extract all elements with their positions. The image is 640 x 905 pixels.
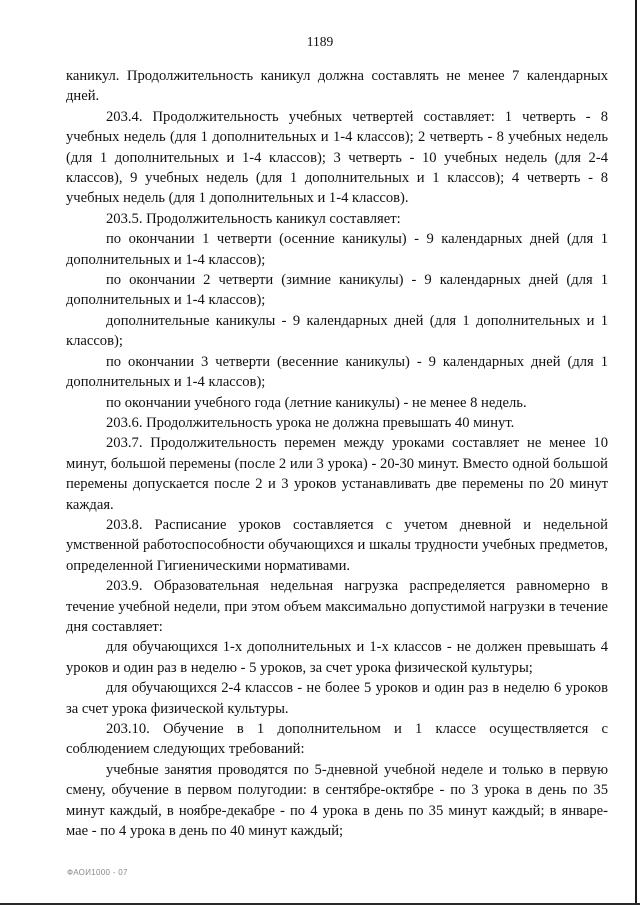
footer-code: ФАОИ1000 - 07 xyxy=(67,868,128,877)
paragraph: по окончании 3 четверти (весенние каникулы) - 9 календарных дней (для 1 дополнительных и 1-4 классов); xyxy=(66,353,608,391)
paragraph: для обучающихся 1-х дополнительных и 1-х классов - не должен превышать 4 уроков и один раз в неделю - 5 уроков, за счет урока физической культуры; xyxy=(66,639,608,676)
paragraph: 203.7. Продолжительность перемен между уроками составляет не менее 10 минут, большой перемены (после 2 или 3 урока) - 20-30 минут. Вместо одной большой перемены допускается после 2 и 3 уроков устанавливать две перемены по 20 минут каждая. xyxy=(66,435,608,513)
paragraph: 203.4. Продолжительность учебных четвертей составляет: 1 четверть - 8 учебных недель (для 1 дополнительных и 1-4 классов); 2 четверть - 8 учебных недель (для 1 дополнительных и 1-4 классов); 3 четверть - 10 учебных недель (для 2-4 классов), 9 учебных недель (для 1 дополнительных и 1 классов); 4 четверть - 8 учебных недель (для 1 дополнительных и 1-4 классов). xyxy=(66,108,608,207)
paragraph: по окончании учебного года (летние каникулы) - не менее 8 недель. xyxy=(106,394,527,411)
paragraph: по окончании 2 четверти (зимние каникулы) - 9 календарных дней (для 1 дополнительных и 1-4 классов); xyxy=(66,272,608,309)
paragraph: 203.9. Образовательная недельная нагрузка распределяется равномерно в течение учебной недели, при этом объем максимально допустимой нагрузки в течение дня составляет: xyxy=(66,578,608,635)
page-number: 1189 xyxy=(306,34,334,49)
document-body xyxy=(66,66,608,841)
paragraph: 203.10. Обучение в 1 дополнительном и 1 классе осуществляется с соблюдением следующих требований: xyxy=(66,721,608,758)
paragraph: для обучающихся 2-4 классов - не более 5 уроков и один раз в неделю 6 уроков за счет урока физической культуры. xyxy=(66,680,608,717)
paragraph: 203.6. Продолжительность урока не должна превышать 40 минут. xyxy=(106,414,515,431)
scan-edge-right xyxy=(635,0,637,905)
paragraph: 203.5. Продолжительность каникул составляет: xyxy=(106,210,401,227)
paragraph: по окончании 1 четверти (осенние каникулы) - 9 календарных дней (для 1 дополнительных и 1-4 классов); xyxy=(66,231,608,268)
paragraph: дополнительные каникулы - 9 календарных дней (для 1 дополнительных и 1 классов); xyxy=(66,312,608,350)
paragraph: каникул. Продолжительность каникул должна составлять не менее 7 календарных дней. xyxy=(66,68,608,105)
paragraph: 203.8. Расписание уроков составляется с учетом дневной и недельной умственной работоспособности обучающихся и шкалы трудности учебных предметов, определенной Гигиеническими нормативами. xyxy=(66,516,608,574)
paragraph: учебные занятия проводятся по 5-дневной учебной неделе и только в первую смену, обучение в первом полугодии: в сентябре-октябре - по 3 урока в день по 35 минут каждый, в ноябре-декабре - по 4 урока в день по 35 минут каждый; в январе-мае - по 4 урока в день по 40 минут каждый; xyxy=(66,761,608,840)
